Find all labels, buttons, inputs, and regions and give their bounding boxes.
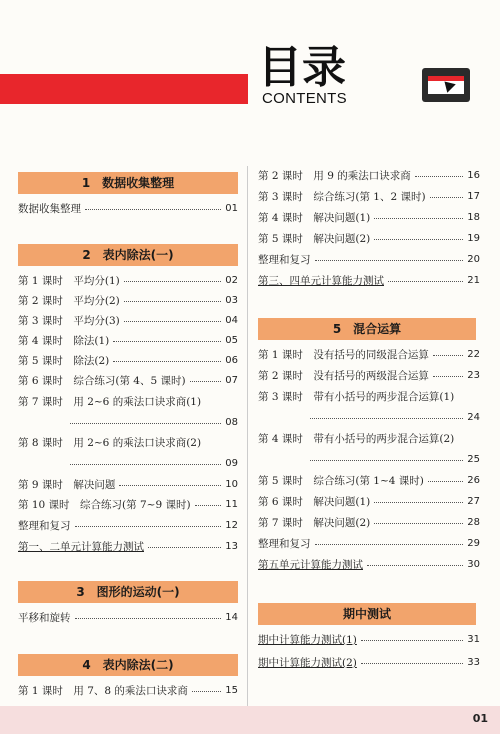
toc-entry[interactable]: 第 7 课时 解决问题(2) 28 xyxy=(258,517,480,529)
toc-entry-page[interactable]: 24 xyxy=(310,408,480,428)
toc-entry[interactable]: 第 5 课时 除法(2) 06 xyxy=(18,355,238,367)
toc-entry-label[interactable]: 第 8 课时 用 2~6 的乘法口诀求商(2) xyxy=(18,437,202,449)
toc-entry[interactable]: 第五单元计算能力测试 30 xyxy=(258,559,480,571)
toc-entry-page[interactable]: 08 xyxy=(70,413,238,433)
unit-heading-3: 3 图形的运动(一) xyxy=(18,581,238,603)
toc-entry[interactable]: 第 4 课时 除法(1) 05 xyxy=(18,335,238,347)
toc-entry[interactable]: 第 3 课时 综合练习(第 1、2 课时) 17 xyxy=(258,191,480,203)
unit-heading-6: 期中测试 xyxy=(258,603,476,625)
toc-entry-page[interactable]: 25 xyxy=(310,450,480,470)
toc-entry[interactable]: 第 10 课时 综合练习(第 7~9 课时) 11 xyxy=(18,499,238,511)
toc-entry[interactable]: 第 1 课时 用 7、8 的乘法口诀求商 15 xyxy=(18,685,238,697)
toc-entry[interactable]: 第 9 课时 解决问题 10 xyxy=(18,479,238,491)
toc-entry[interactable]: 平移和旋转 14 xyxy=(18,612,238,624)
unit-heading-5: 5 混合运算 xyxy=(258,318,476,340)
toc-entry[interactable]: 整理和复习 29 xyxy=(258,538,480,550)
toc-entry[interactable]: 第 6 课时 解决问题(1) 27 xyxy=(258,496,480,508)
toc-entry[interactable]: 第一、二单元计算能力测试 13 xyxy=(18,541,238,553)
toc-entry-label[interactable]: 第 4 课时 带有小括号的两步混合运算(2) xyxy=(258,433,455,445)
unit-heading-1: 1 数据收集整理 xyxy=(18,172,238,194)
toc-entry[interactable]: 第 3 课时 平均分(3) 04 xyxy=(18,315,238,327)
toc-entry[interactable]: 第 1 课时 没有括号的同级混合运算 22 xyxy=(258,349,480,361)
toc-entry-label[interactable]: 第 3 课时 带有小括号的两步混合运算(1) xyxy=(258,391,455,403)
toc-entry[interactable]: 第 1 课时 平均分(1) 02 xyxy=(18,275,238,287)
toc-entry-page[interactable]: 09 xyxy=(70,454,238,474)
toc-entry-label[interactable]: 第 7 课时 用 2~6 的乘法口诀求商(1) xyxy=(18,396,202,408)
toc-entry[interactable]: 第 4 课时 解决问题(1) 18 xyxy=(258,212,480,224)
toc-entry[interactable]: 第 5 课时 综合练习(第 1~4 课时) 26 xyxy=(258,475,480,487)
toc-entry[interactable]: 整理和复习 12 xyxy=(18,520,238,532)
header-red-bar xyxy=(0,74,248,104)
toc-entry[interactable]: 第 2 课时 平均分(2) 03 xyxy=(18,295,238,307)
footer-band xyxy=(0,706,500,734)
page-subtitle: CONTENTS xyxy=(262,90,347,107)
unit-heading-2: 2 表内除法(一) xyxy=(18,244,238,266)
column-divider xyxy=(247,166,248,706)
toc-entry[interactable]: 第 6 课时 综合练习(第 4、5 课时) 07 xyxy=(18,375,238,387)
toc-entry[interactable]: 整理和复习 20 xyxy=(258,254,480,266)
toc-entry[interactable]: 第 2 课时 用 9 的乘法口诀求商 16 xyxy=(258,170,480,182)
page-title: 目录 xyxy=(258,42,346,93)
unit-heading-4: 4 表内除法(二) xyxy=(18,654,238,676)
page-number: 01 xyxy=(472,712,488,725)
toc-entry[interactable]: 期中计算能力测试(1) 31 xyxy=(258,634,480,646)
toc-entry[interactable]: 第 5 课时 解决问题(2) 19 xyxy=(258,233,480,245)
toc-entry[interactable]: 第 2 课时 没有括号的两级混合运算 23 xyxy=(258,370,480,382)
toc-entry[interactable]: 期中计算能力测试(2) 33 xyxy=(258,657,480,669)
toc-entry[interactable]: 第三、四单元计算能力测试 21 xyxy=(258,275,480,287)
computer-screen-cursor-icon xyxy=(422,68,470,102)
toc-entry[interactable]: 数据收集整理 01 xyxy=(18,203,238,215)
